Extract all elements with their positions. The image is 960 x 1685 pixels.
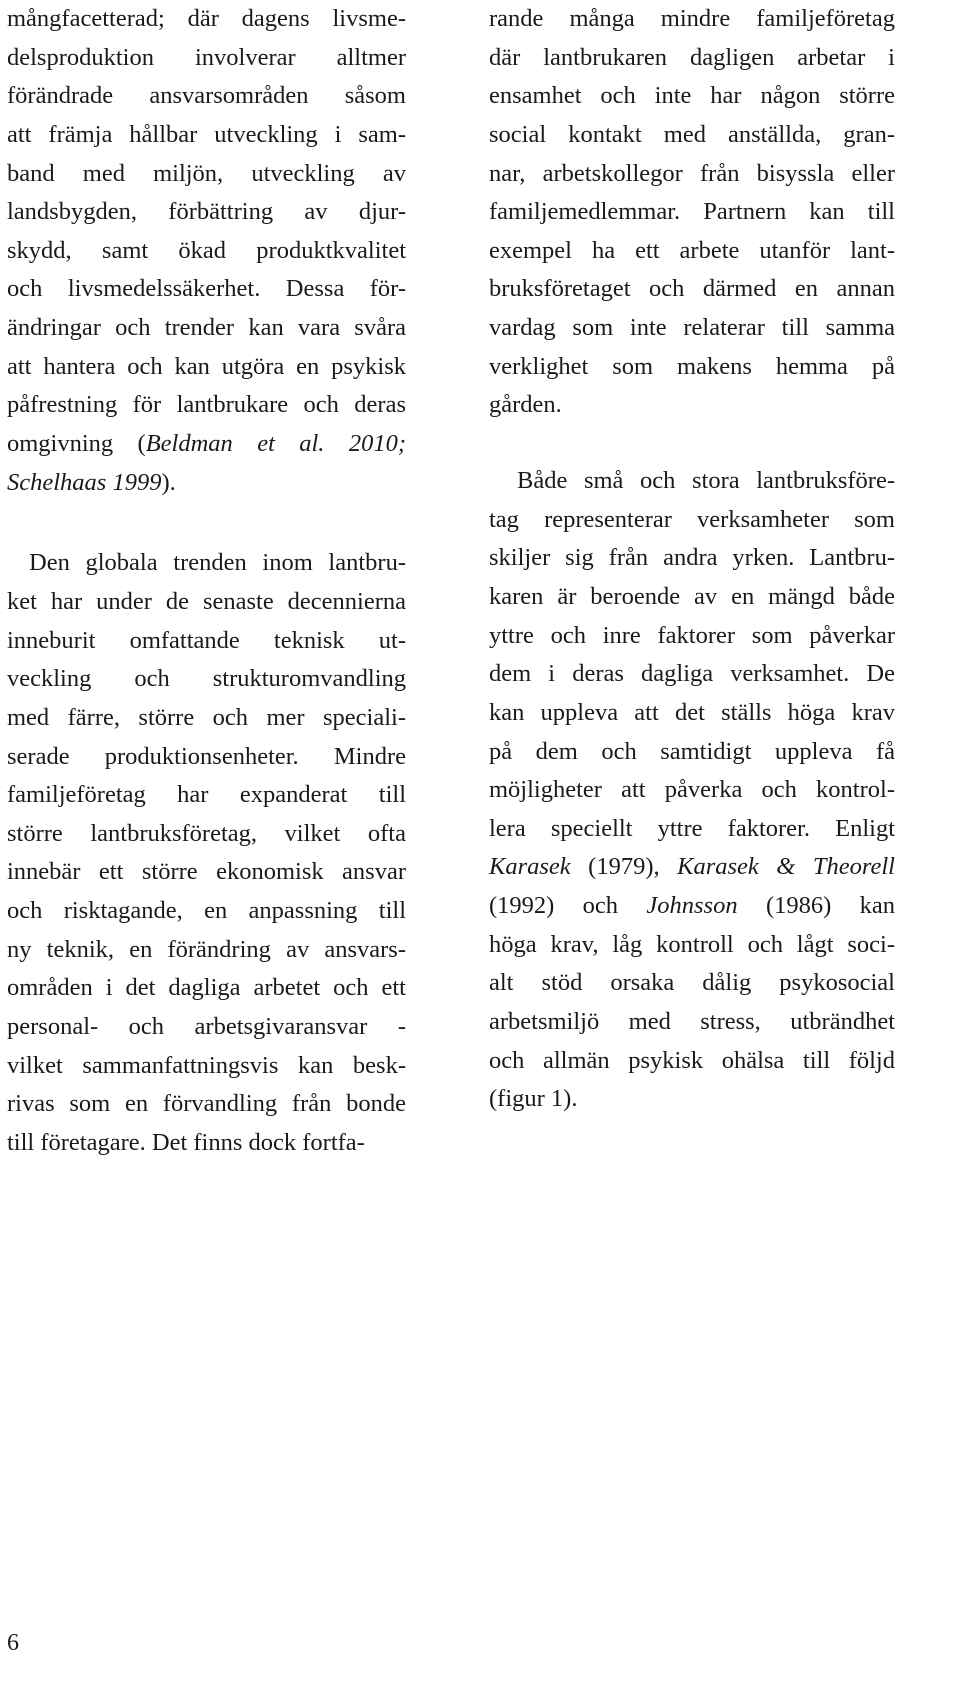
text-segment: ). xyxy=(161,468,176,496)
text-line: Den globala trenden inom lantbru- xyxy=(29,549,406,577)
text-line: till företagare. Det finns dock fortfa- xyxy=(7,1128,365,1156)
italic-text: Karasek & Theorell xyxy=(677,853,895,881)
text-line: familjeföretag har expanderat till xyxy=(7,781,406,809)
text-line xyxy=(489,1042,895,1081)
text-segment: skiljer sig från andra yrken. Lantbru- xyxy=(489,544,895,572)
text-line: där lantbrukaren dagligen arbetar i xyxy=(489,43,895,71)
italic-text: Beldman et al. xyxy=(145,430,325,458)
text-segment: påfrestning för lantbrukare och deras xyxy=(7,391,406,419)
text-segment: möjligheter att påverka och kontrol- xyxy=(489,776,895,804)
paragraph xyxy=(489,0,895,425)
text-segment: på dem och samtidigt uppleva få xyxy=(489,737,895,765)
text-segment: alt stöd orsaka dålig psykosocial xyxy=(489,969,895,997)
paragraph xyxy=(489,462,895,1119)
text-segment: (1992) och xyxy=(489,892,647,920)
text-line xyxy=(489,964,895,1003)
text-segment: (figur 1). xyxy=(489,1085,578,1113)
text-line: vilket sammanfattningsvis kan besk- xyxy=(7,1051,406,1079)
text-segment: lera speciellt yttre faktorer. Enligt xyxy=(489,814,895,842)
text-line xyxy=(7,232,406,271)
text-line: veckling och strukturomvandling xyxy=(7,665,406,693)
text-segment: kan uppleva att det ställs höga krav xyxy=(489,698,895,726)
italic-text: Karasek xyxy=(489,853,571,881)
text-line: serade produktionsenheter. Mindre xyxy=(7,742,406,770)
text-line: inneburit omfattande teknisk ut- xyxy=(7,626,406,654)
text-line xyxy=(489,655,895,694)
text-line xyxy=(7,155,406,194)
text-line: och risktagande, en anpassning till xyxy=(7,897,406,925)
text-line xyxy=(489,810,895,849)
text-line: vardag som inte relaterar till samma xyxy=(489,314,895,342)
paragraph xyxy=(7,0,406,502)
text-segment: och livsmedelssäkerhet. Dessa för- xyxy=(7,275,406,303)
text-segment: omgivning ( xyxy=(7,430,146,458)
text-segment: Både små och stora lantbruksföre- xyxy=(517,467,895,495)
text-segment: dem i deras dagliga verksamhet. De xyxy=(489,660,895,688)
text-segment: karen är beroende av en mängd både xyxy=(489,582,895,610)
text-line xyxy=(489,771,895,810)
text-line xyxy=(489,617,895,656)
text-line xyxy=(7,270,406,309)
text-segment: att hantera och kan utgöra en psykisk xyxy=(7,352,406,380)
text-line xyxy=(7,386,406,425)
text-line xyxy=(7,193,406,232)
text-line xyxy=(7,425,406,464)
text-line xyxy=(489,887,895,926)
text-line xyxy=(489,1080,895,1119)
text-line: med färre, större och mer speciali- xyxy=(7,703,406,731)
text-line: verklighet som makens hemma på xyxy=(489,352,895,380)
text-segment: band med miljön, utveckling av xyxy=(7,159,406,187)
italic-text: Schelhaas 1999 xyxy=(7,468,162,496)
text-line xyxy=(7,39,406,78)
text-line xyxy=(489,501,895,540)
italic-text: Johnsson xyxy=(646,892,738,920)
text-segment: höga krav, låg kontroll och lågt soci- xyxy=(489,930,895,958)
text-line xyxy=(489,1003,895,1042)
text-line xyxy=(489,462,895,501)
text-line xyxy=(489,539,895,578)
text-segment: skydd, samt ökad produktkvalitet xyxy=(7,236,406,264)
text-line: nar, arbetskollegor från bisyssla eller xyxy=(489,159,895,187)
right-column xyxy=(489,0,895,1119)
text-line: bruksföretaget och därmed en annan xyxy=(489,275,895,303)
text-segment: (1979), xyxy=(570,853,678,881)
text-line xyxy=(7,116,406,155)
text-line: områden i det dagliga arbetet och ett xyxy=(7,974,406,1002)
text-line: social kontakt med anställda, gran- xyxy=(489,120,895,148)
page-number: 6 xyxy=(7,1630,19,1656)
text-segment: yttre och inre faktorer som påverkar xyxy=(489,621,895,649)
text-line xyxy=(489,926,895,965)
text-line: rande många mindre familjeföretag xyxy=(489,5,895,32)
text-segment: (1986) kan xyxy=(737,892,895,920)
text-segment: att främja hållbar utveckling i sam- xyxy=(7,120,406,148)
text-line xyxy=(489,848,895,887)
text-line: personal- och arbetsgivaransvar - xyxy=(7,1013,406,1041)
text-line: exempel ha ett arbete utanför lant- xyxy=(489,236,895,264)
paragraph xyxy=(7,544,406,1162)
text-line xyxy=(7,309,406,348)
text-line xyxy=(489,694,895,733)
text-segment: delsproduktion involverar alltmer xyxy=(7,43,406,71)
text-segment: mångfacetterad; där dagens livsme- xyxy=(7,5,406,32)
text-line: större lantbruksföretag, vilket ofta xyxy=(7,819,406,847)
text-line: ensamhet och inte har någon större xyxy=(489,82,895,110)
text-line: familjemedlemmar. Partnern kan till xyxy=(489,198,895,226)
text-segment: och allmän psykisk ohälsa till följd xyxy=(489,1046,895,1074)
text-line xyxy=(489,733,895,772)
italic-text: 2010; xyxy=(348,430,406,458)
text-segment: förändrade ansvarsområden såsom xyxy=(7,82,406,110)
text-line xyxy=(7,77,406,116)
text-line: innebär ett större ekonomisk ansvar xyxy=(7,858,406,886)
left-column xyxy=(7,0,406,1163)
text-line: ny teknik, en förändring av ansvars- xyxy=(7,935,406,963)
text-line: gården. xyxy=(489,391,562,419)
text-segment: arbetsmiljö med stress, utbrändhet xyxy=(489,1008,895,1036)
text-line xyxy=(489,578,895,617)
text-segment xyxy=(324,430,348,457)
text-line: rivas som en förvandling från bonde xyxy=(7,1090,406,1118)
text-line xyxy=(7,464,406,503)
text-line: ket har under de senaste decennierna xyxy=(7,587,406,615)
text-segment: tag representerar verksamheter som xyxy=(489,505,895,533)
text-line xyxy=(7,0,406,39)
text-segment: ändringar och trender kan vara svåra xyxy=(7,314,406,342)
text-segment: landsbygden, förbättring av djur- xyxy=(7,198,406,226)
text-line xyxy=(7,348,406,387)
